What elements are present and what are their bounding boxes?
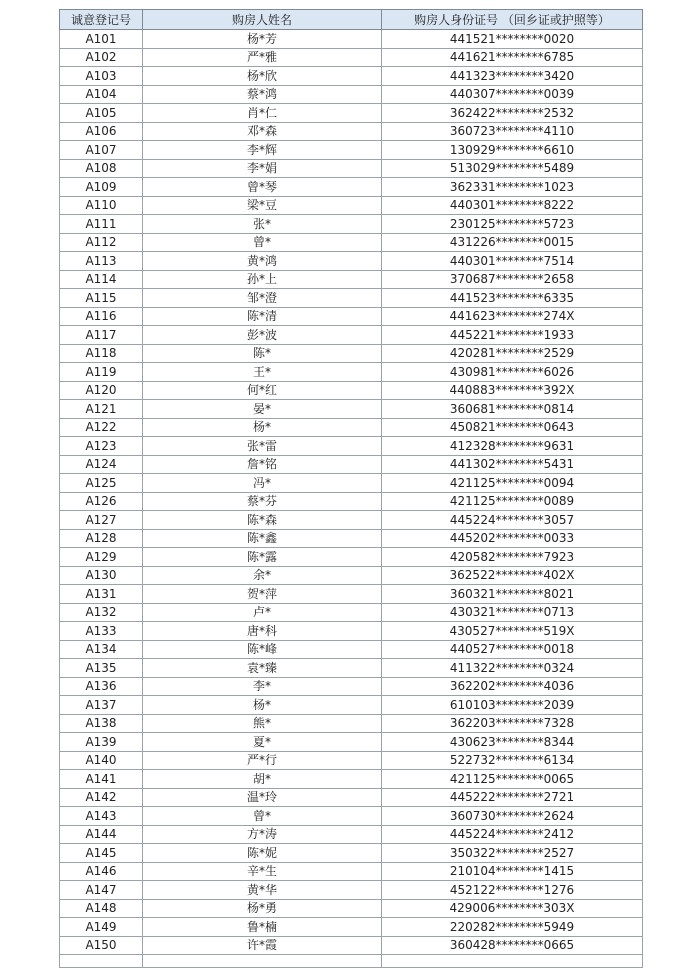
registration-number-cell: A111 [60,215,143,234]
empty-cell [60,955,143,968]
table-row [60,862,643,881]
table-row [60,770,643,789]
table-row [60,326,643,345]
table-row [60,881,643,900]
table-row [60,548,643,567]
buyer-id-cell: 360730********2624 [382,807,643,826]
buyer-id-cell: 445202********0033 [382,529,643,548]
table-row [60,788,643,807]
registration-number-cell: A150 [60,936,143,955]
registration-number-cell: A138 [60,714,143,733]
table-row [60,918,643,937]
registration-number-cell: A132 [60,603,143,622]
buyer-id-cell: 362202********4036 [382,677,643,696]
registration-number-cell: A141 [60,770,143,789]
buyer-id-cell: 362331********1023 [382,178,643,197]
buyer-name-cell: 许*霞 [143,936,382,955]
table-row [60,363,643,382]
buyer-id-cell: 450821********0643 [382,418,643,437]
registration-number-cell: A133 [60,622,143,641]
header-registration-number: 诚意登记号 [60,10,143,30]
registration-number-cell: A117 [60,326,143,345]
table-row [60,733,643,752]
registration-number-cell: A142 [60,788,143,807]
buyer-name-cell: 张* [143,215,382,234]
registration-number-cell: A147 [60,881,143,900]
buyer-name-cell: 严*雅 [143,48,382,67]
table-row [60,104,643,123]
registration-number-cell: A122 [60,418,143,437]
buyer-id-cell: 445221********1933 [382,326,643,345]
registration-number-cell: A144 [60,825,143,844]
buyer-name-cell: 陈* [143,344,382,363]
buyer-name-cell: 温*玲 [143,788,382,807]
buyer-id-cell: 441302********5431 [382,455,643,474]
registration-number-cell: A145 [60,844,143,863]
buyer-name-cell: 李*娟 [143,159,382,178]
buyer-id-cell: 430527********519X [382,622,643,641]
registration-number-cell: A103 [60,67,143,86]
registration-number-cell: A118 [60,344,143,363]
table-row [60,252,643,271]
table-row [60,714,643,733]
buyer-id-cell: 440527********0018 [382,640,643,659]
empty-row [60,955,643,968]
registration-number-cell: A107 [60,141,143,160]
buyer-id-cell: 441523********6335 [382,289,643,308]
registration-number-cell: A114 [60,270,143,289]
buyer-id-cell: 362422********2532 [382,104,643,123]
table-row [60,807,643,826]
buyer-id-cell: 210104********1415 [382,862,643,881]
buyer-name-cell: 曾* [143,807,382,826]
buyer-id-cell: 445222********2721 [382,788,643,807]
buyer-name-cell: 彭*波 [143,326,382,345]
registration-number-cell: A148 [60,899,143,918]
registration-number-cell: A143 [60,807,143,826]
registration-number-cell: A108 [60,159,143,178]
buyer-name-cell: 胡* [143,770,382,789]
buyer-name-cell: 辛*生 [143,862,382,881]
table-row [60,270,643,289]
buyer-name-cell: 杨*芳 [143,30,382,49]
registration-number-cell: A121 [60,400,143,419]
table-row [60,455,643,474]
empty-cell [382,955,643,968]
buyer-name-cell: 袁*臻 [143,659,382,678]
registration-number-cell: A101 [60,30,143,49]
registration-number-cell: A123 [60,437,143,456]
table-row [60,215,643,234]
buyer-id-cell: 440883********392X [382,381,643,400]
registration-number-cell: A130 [60,566,143,585]
buyer-id-cell: 220282********5949 [382,918,643,937]
buyer-name-cell: 李* [143,677,382,696]
registration-number-cell: A146 [60,862,143,881]
header-buyer-id-number: 购房人身份证号 （回乡证或护照等） [382,10,643,30]
buyer-id-cell: 362522********402X [382,566,643,585]
table-row [60,141,643,160]
buyer-id-cell: 412328********9631 [382,437,643,456]
buyer-name-cell: 唐*科 [143,622,382,641]
table-row [60,178,643,197]
buyer-id-cell: 452122********1276 [382,881,643,900]
buyer-name-cell: 梁*豆 [143,196,382,215]
buyer-name-cell: 李*辉 [143,141,382,160]
table-row [60,825,643,844]
buyer-id-cell: 430981********6026 [382,363,643,382]
buyer-name-cell: 鲁*楠 [143,918,382,937]
buyer-name-cell: 黄*华 [143,881,382,900]
buyer-id-cell: 441323********3420 [382,67,643,86]
table-row [60,529,643,548]
registration-number-cell: A134 [60,640,143,659]
buyer-id-cell: 522732********6134 [382,751,643,770]
table-row [60,511,643,530]
buyer-id-cell: 411322********0324 [382,659,643,678]
registration-number-cell: A105 [60,104,143,123]
table-row [60,159,643,178]
buyer-name-cell: 曾*琴 [143,178,382,197]
table-row [60,585,643,604]
buyer-id-cell: 431226********0015 [382,233,643,252]
registration-number-cell: A139 [60,733,143,752]
buyer-name-cell: 蔡*鸿 [143,85,382,104]
registration-number-cell: A128 [60,529,143,548]
buyer-name-cell: 杨* [143,696,382,715]
buyer-name-cell: 方*涛 [143,825,382,844]
buyer-name-cell: 卢* [143,603,382,622]
buyer-id-cell: 430321********0713 [382,603,643,622]
table-row [60,400,643,419]
table-row [60,233,643,252]
buyer-name-cell: 余* [143,566,382,585]
registration-number-cell: A115 [60,289,143,308]
table-row [60,492,643,511]
table-row [60,381,643,400]
buyer-name-cell: 陈*森 [143,511,382,530]
table-row [60,566,643,585]
registration-number-cell: A113 [60,252,143,271]
table-row [60,899,643,918]
buyer-name-cell: 杨*勇 [143,899,382,918]
registration-number-cell: A149 [60,918,143,937]
table-row [60,603,643,622]
buyer-name-cell: 贺*萍 [143,585,382,604]
buyer-name-cell: 杨* [143,418,382,437]
buyer-id-cell: 440301********8222 [382,196,643,215]
table-row [60,677,643,696]
buyer-name-cell: 曾* [143,233,382,252]
buyer-name-cell: 严*行 [143,751,382,770]
buyer-id-cell: 420582********7923 [382,548,643,567]
buyer-name-cell: 蔡*芬 [143,492,382,511]
empty-cell [143,955,382,968]
table-row [60,85,643,104]
buyer-id-cell: 360428********0665 [382,936,643,955]
table-row [60,659,643,678]
buyer-name-cell: 肖*仁 [143,104,382,123]
registration-table [59,9,643,968]
buyer-name-cell: 孙*上 [143,270,382,289]
buyer-name-cell: 何*红 [143,381,382,400]
registration-number-cell: A110 [60,196,143,215]
buyer-id-cell: 421125********0094 [382,474,643,493]
buyer-id-cell: 610103********2039 [382,696,643,715]
buyer-id-cell: 441623********274X [382,307,643,326]
table-row [60,344,643,363]
buyer-id-cell: 421125********0065 [382,770,643,789]
buyer-id-cell: 420281********2529 [382,344,643,363]
registration-number-cell: A126 [60,492,143,511]
registration-number-cell: A135 [60,659,143,678]
buyer-name-cell: 陈*清 [143,307,382,326]
registration-number-cell: A102 [60,48,143,67]
buyer-id-cell: 445224********3057 [382,511,643,530]
registration-number-cell: A136 [60,677,143,696]
buyer-id-cell: 230125********5723 [382,215,643,234]
registration-number-cell: A104 [60,85,143,104]
buyer-name-cell: 杨*欣 [143,67,382,86]
buyer-id-cell: 350322********2527 [382,844,643,863]
buyer-id-cell: 360681********0814 [382,400,643,419]
buyer-name-cell: 陈*露 [143,548,382,567]
buyer-name-cell: 冯* [143,474,382,493]
buyer-id-cell: 513029********5489 [382,159,643,178]
buyer-id-cell: 130929********6610 [382,141,643,160]
registration-number-cell: A137 [60,696,143,715]
table-row [60,30,643,49]
table-row [60,696,643,715]
buyer-id-cell: 440307********0039 [382,85,643,104]
table-row [60,196,643,215]
table-header-row [60,10,643,30]
table-row [60,474,643,493]
buyer-id-cell: 430623********8344 [382,733,643,752]
buyer-id-cell: 445224********2412 [382,825,643,844]
buyer-id-cell: 429006********303X [382,899,643,918]
table-row [60,622,643,641]
registration-number-cell: A119 [60,363,143,382]
table-row [60,289,643,308]
registration-number-cell: A120 [60,381,143,400]
table-row [60,48,643,67]
header-buyer-name: 购房人姓名 [143,10,382,30]
registration-number-cell: A131 [60,585,143,604]
registration-number-cell: A125 [60,474,143,493]
buyer-name-cell: 陈*鑫 [143,529,382,548]
buyer-name-cell: 陈*峰 [143,640,382,659]
buyer-id-cell: 360321********8021 [382,585,643,604]
buyer-name-cell: 王* [143,363,382,382]
table-row [60,67,643,86]
registration-number-cell: A140 [60,751,143,770]
table-row [60,640,643,659]
table-row [60,751,643,770]
registration-number-cell: A127 [60,511,143,530]
table-body [60,30,643,968]
buyer-id-cell: 441521********0020 [382,30,643,49]
buyer-id-cell: 421125********0089 [382,492,643,511]
buyer-id-cell: 441621********6785 [382,48,643,67]
registration-number-cell: A112 [60,233,143,252]
buyer-id-cell: 362203********7328 [382,714,643,733]
buyer-name-cell: 晏* [143,400,382,419]
registration-number-cell: A129 [60,548,143,567]
table-row [60,307,643,326]
registration-number-cell: A124 [60,455,143,474]
buyer-name-cell: 夏* [143,733,382,752]
buyer-name-cell: 詹*铭 [143,455,382,474]
registration-number-cell: A106 [60,122,143,141]
registration-number-cell: A109 [60,178,143,197]
buyer-id-cell: 440301********7514 [382,252,643,271]
buyer-name-cell: 邹*澄 [143,289,382,308]
buyer-name-cell: 黄*鸿 [143,252,382,271]
buyer-id-cell: 370687********2658 [382,270,643,289]
table-row [60,418,643,437]
table-row [60,844,643,863]
table-row [60,122,643,141]
buyer-name-cell: 熊* [143,714,382,733]
table-row [60,437,643,456]
buyer-id-cell: 360723********4110 [382,122,643,141]
buyer-name-cell: 邓*森 [143,122,382,141]
buyer-name-cell: 陈*妮 [143,844,382,863]
buyer-name-cell: 张*雷 [143,437,382,456]
registration-number-cell: A116 [60,307,143,326]
table-row [60,936,643,955]
